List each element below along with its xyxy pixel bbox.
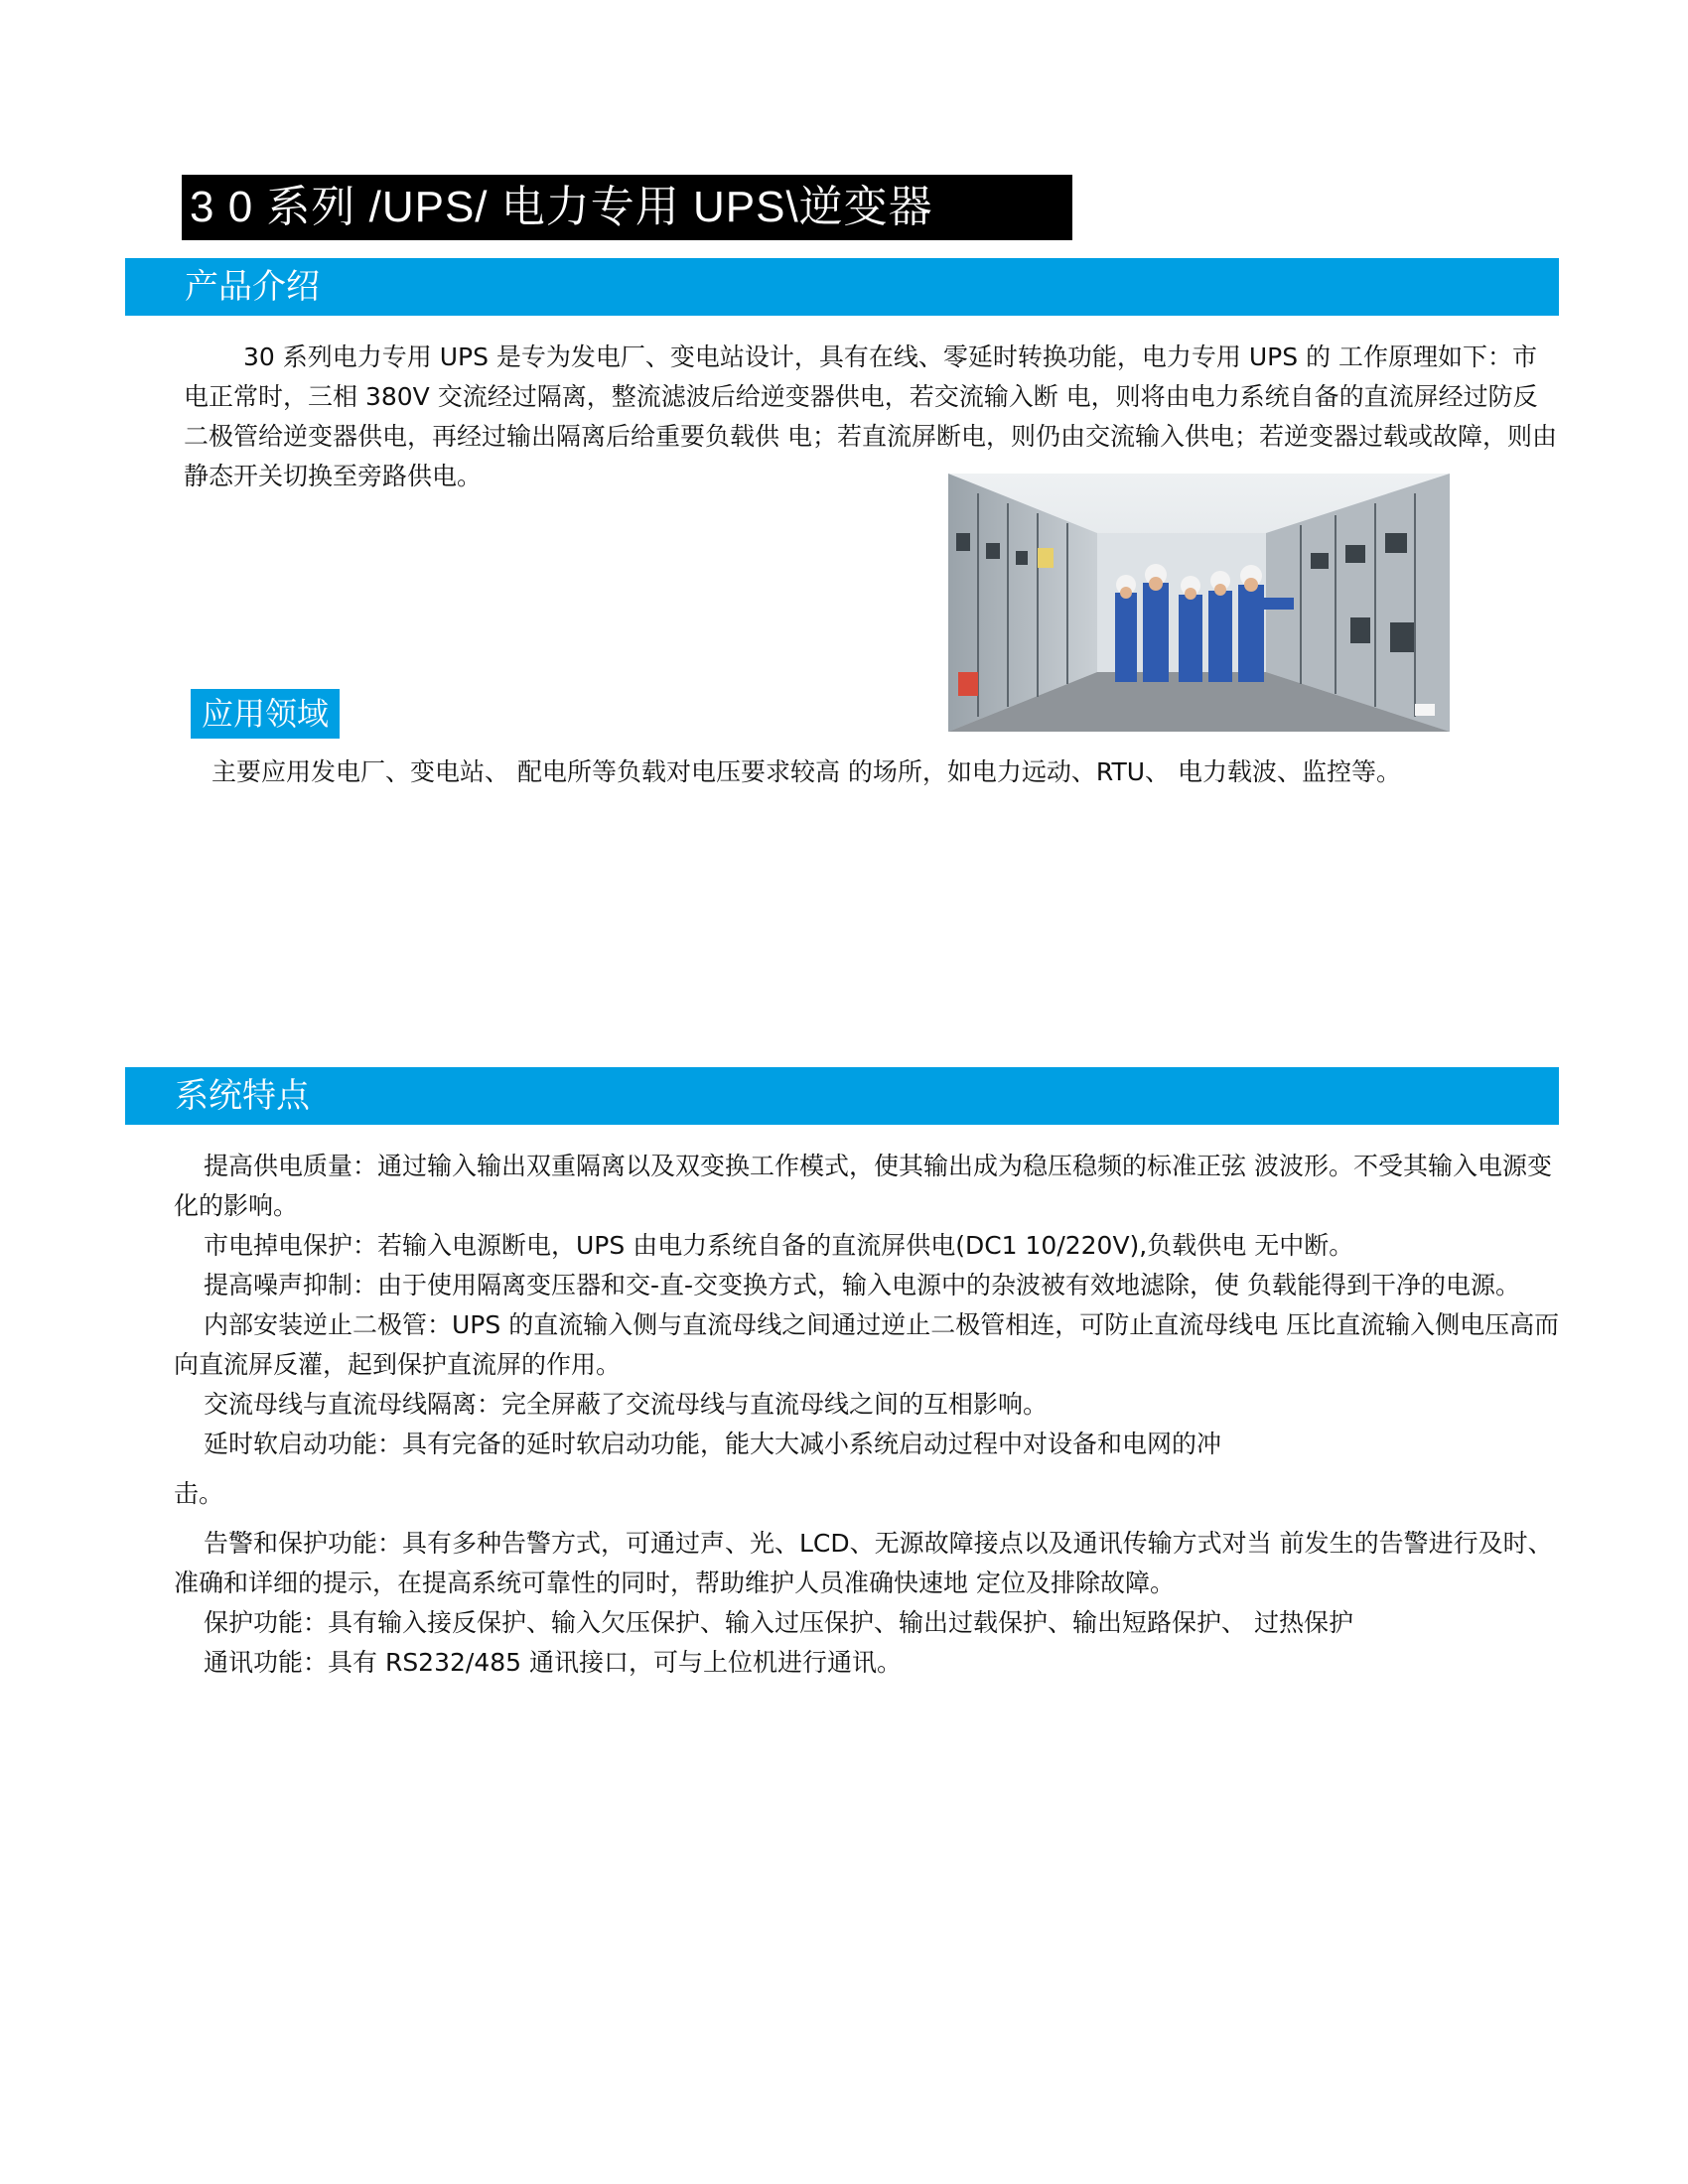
feature-noise-suppression: 提高噪声抑制：由于使用隔离变压器和交-直-交变换方式，输入电源中的杂波被有效地滤除，使 负载能得到干净的电源。 (204, 1271, 1520, 1299)
feature-bus-isolation: 交流母线与直流母线隔离：完全屏蔽了交流母线与直流母线之间的互相影响。 (204, 1390, 1049, 1419)
feature-communication: 通讯功能：具有 RS232/485 通讯接口，可与上位机进行通讯。 (204, 1648, 902, 1677)
substation-photo-illustration (948, 474, 1450, 732)
substation-photo (948, 474, 1450, 732)
feature-power-quality: 提高供电质量：通过输入输出双重隔离以及双变换工作模式，使其输出成为稳压稳频的标准正弦 波波形。不受其输入电源变化的影响。 (174, 1152, 1552, 1220)
feature-outage-protection: 市电掉电保护：若输入电源断电，UPS 由电力系统自备的直流屏供电(DC1 10/220V),负载供电 无中断。 (204, 1231, 1354, 1260)
feature-blocking-diode: 内部安装逆止二极管：UPS 的直流输入侧与直流母线之间通过逆止二极管相连，可防止直流母线电 压比直流输入侧电压高而向直流屏反灌，起到保护直流屏的作用。 (174, 1310, 1560, 1379)
intro-paragraph: 30 系列电力专用 UPS 是专为发电厂、变电站设计，具有在线、零延时转换功能，电力专用 UPS 的 工作原理如下：市电正常时，三相 380V 交流经过隔离，整流滤波后给逆变器供电，若交流输入断 电，则将由电力系统自备的直流屏经过防反二极管给逆变器供电，再经过输出隔离后给重要负载供 电；若直流屏断电，则仍由交流输入供电；若逆变器过载或故障，则由静态开关切换至旁路供电。 (184, 342, 1557, 490)
feature-soft-start: 延时软启动功能：具有完备的延时软启动功能，能大大减小系统启动过程中对设备和电网的冲 (204, 1430, 1222, 1458)
feature-alarm-protection: 告警和保护功能：具有多种告警方式，可通过声、光、LCD、无源故障接点以及通讯传输方式对当 前发生的告警进行及时、准确和详细的提示，在提高系统可靠性的同时，帮助维护人员准确快速地 定位及排除故障。 (174, 1529, 1553, 1597)
section-heading-features: 系统特点 (125, 1067, 1559, 1125)
section-heading-application: 应用领域 (191, 689, 340, 739)
page-title: 3 0 系列 /UPS/ 电力专用 UPS\逆变器 (182, 175, 1072, 240)
feature-protection-functions: 保护功能：具有输入接反保护、输入欠压保护、输入过压保护、输出过载保护、输出短路保护、 过热保护 (204, 1608, 1353, 1637)
feature-soft-start-continued: 击。 (174, 1479, 224, 1508)
section-heading-intro: 产品介绍 (125, 258, 1559, 316)
features-list (174, 1147, 1564, 1683)
application-text: 主要应用发电厂、变电站、 配电所等负载对电压要求较高 的场所，如电力远动、RTU、 电力载波、监控等。 (211, 757, 1401, 786)
intro-block (184, 338, 1559, 496)
